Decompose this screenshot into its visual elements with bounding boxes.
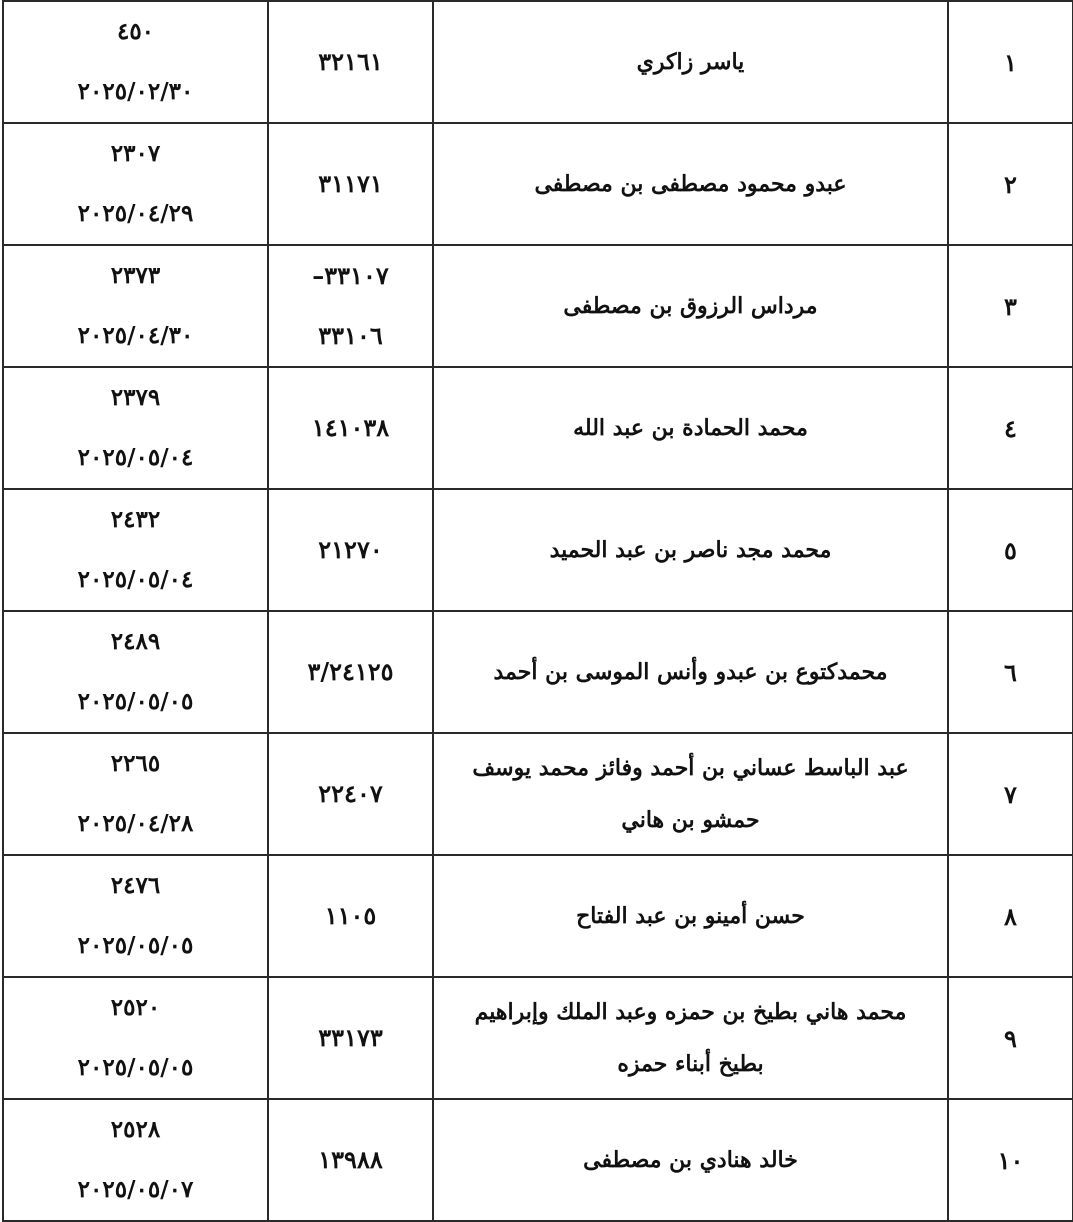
table-row <box>3 733 1073 855</box>
reference-cell <box>268 123 433 245</box>
reference-number: ٣٢١٦١ <box>318 47 383 76</box>
decision-date: ٢٠٢٥/٠٥/٠٤ <box>77 566 194 593</box>
decision-cell <box>3 977 268 1099</box>
decision-date: ٢٠٢٥/٠٥/٠٥ <box>77 1054 194 1081</box>
name-cell <box>433 611 948 733</box>
table-row <box>3 977 1073 1099</box>
reference-cell <box>268 1099 433 1221</box>
name-cell <box>433 1 948 123</box>
row-number: ٤ <box>948 367 1073 489</box>
decision-number: ٤٥٠ <box>116 18 155 45</box>
reference-cell <box>268 1 433 123</box>
table-row <box>3 855 1073 977</box>
decision-number: ٢٥٢٠ <box>110 994 161 1021</box>
reference-number: ٣١١٧١ <box>318 169 383 198</box>
decision-date: ٢٠٢٥/٠٤/٢٩ <box>77 200 194 227</box>
row-number: ١ <box>948 1 1073 123</box>
row-number: ٢ <box>948 123 1073 245</box>
row-number: ٧ <box>948 733 1073 855</box>
decision-cell <box>3 733 268 855</box>
decision-date: ٢٠٢٥/٠٥/٠٤ <box>77 444 194 471</box>
name-line: بطيخ أبناء حمزه <box>617 1051 764 1077</box>
decision-cell <box>3 489 268 611</box>
decision-number: ٢٣٧٣ <box>110 262 161 289</box>
name-line: خالد هنادي بن مصطفى <box>583 1147 798 1173</box>
name-line: عبد الباسط عساني بن أحمد وفائز محمد يوسف <box>472 755 909 781</box>
reference-cell <box>268 489 433 611</box>
name-line: مرداس الرزوق بن مصطفى <box>563 293 818 319</box>
reference-cell <box>268 977 433 1099</box>
row-number: ٦ <box>948 611 1073 733</box>
name-line: عبدو محمود مصطفى بن مصطفى <box>534 171 847 197</box>
table-row <box>3 489 1073 611</box>
decision-date: ٢٠٢٥/٠٥/٠٧ <box>77 1176 194 1203</box>
reference-number: ٣٣١٠٦ <box>318 321 383 350</box>
reference-number: ١٣٩٨٨ <box>318 1145 383 1174</box>
reference-number: ٣٣١٠٧– <box>312 261 389 290</box>
table-body <box>3 1 1073 1221</box>
reference-number: ٢١٢٧٠ <box>318 535 383 564</box>
row-number: ٣ <box>948 245 1073 367</box>
name-cell <box>433 367 948 489</box>
name-cell <box>433 245 948 367</box>
decision-cell <box>3 123 268 245</box>
reference-cell <box>268 367 433 489</box>
decision-number: ٢٣٠٧ <box>110 140 161 167</box>
reference-number: ٣٣١٧٣ <box>318 1023 383 1052</box>
reference-cell <box>268 611 433 733</box>
decision-cell <box>3 367 268 489</box>
table-row <box>3 245 1073 367</box>
row-number: ٩ <box>948 977 1073 1099</box>
decision-number: ٢٤٨٩ <box>110 628 161 655</box>
name-cell <box>433 1099 948 1221</box>
decision-cell <box>3 1099 268 1221</box>
table-row <box>3 611 1073 733</box>
name-cell <box>433 123 948 245</box>
decision-cell <box>3 1 268 123</box>
decision-number: ٢٣٧٩ <box>110 384 161 411</box>
table-row <box>3 1 1073 123</box>
name-cell <box>433 977 948 1099</box>
name-line: محمدكتوع بن عبدو وأنس الموسى بن أحمد <box>493 659 888 685</box>
reference-number: ١٤١٠٣٨ <box>311 413 390 442</box>
reference-cell <box>268 733 433 855</box>
name-line: حسن أمينو بن عبد الفتاح <box>576 903 805 929</box>
table-row <box>3 1099 1073 1221</box>
reference-cell <box>268 855 433 977</box>
name-line: محمد الحمادة بن عبد الله <box>573 415 808 441</box>
reference-number: ٣/٢٤١٢٥ <box>307 657 394 686</box>
decision-number: ٢٤٧٦ <box>110 872 161 899</box>
name-cell <box>433 855 948 977</box>
decision-number: ٢٥٢٨ <box>110 1116 161 1143</box>
row-number: ١٠ <box>948 1099 1073 1221</box>
name-cell <box>433 733 948 855</box>
row-number: ٥ <box>948 489 1073 611</box>
decision-date: ٢٠٢٥/٠٤/٢٨ <box>77 810 194 837</box>
reference-cell <box>268 245 433 367</box>
row-number: ٨ <box>948 855 1073 977</box>
name-line: ياسر زاكري <box>636 49 745 75</box>
name-line: محمد مجد ناصر بن عبد الحميد <box>549 537 832 563</box>
decision-cell <box>3 855 268 977</box>
decision-cell <box>3 611 268 733</box>
decision-date: ٢٠٢٥/٠٤/٣٠ <box>77 322 194 349</box>
table-row <box>3 123 1073 245</box>
name-line: حمشو بن هاني <box>621 807 760 833</box>
decision-cell <box>3 245 268 367</box>
table-row <box>3 367 1073 489</box>
name-line: محمد هاني بطيخ بن حمزه وعبد الملك وإبراهيم <box>474 999 907 1025</box>
decision-number: ٢٤٣٢ <box>110 506 161 533</box>
name-cell <box>433 489 948 611</box>
records-table <box>2 0 1073 1222</box>
decision-number: ٢٢٦٥ <box>110 750 161 777</box>
reference-number: ٢٢٤٠٧ <box>318 779 383 808</box>
reference-number: ١١٠٥ <box>324 901 377 930</box>
decision-date: ٢٠٢٥/٠٢/٣٠ <box>77 78 194 105</box>
decision-date: ٢٠٢٥/٠٥/٠٥ <box>77 688 194 715</box>
decision-date: ٢٠٢٥/٠٥/٠٥ <box>77 932 194 959</box>
